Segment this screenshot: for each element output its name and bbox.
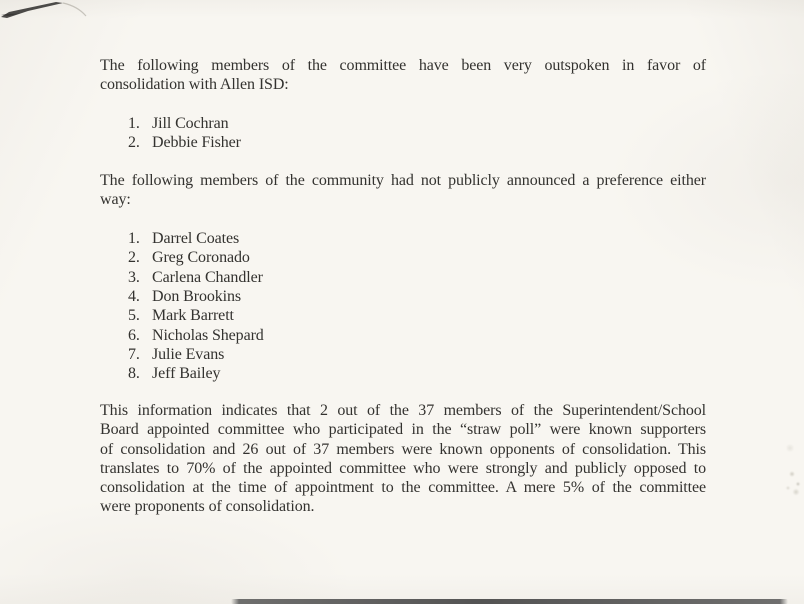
list-item: Greg Coronado [152,249,250,267]
list-item: Darrel Coates [152,230,240,247]
scan-smudge-right-edge [776,438,804,500]
text-line: The following members of the committee have been very outspoken in favor of [100,57,706,74]
favor-list [100,114,706,153]
text-line: way: [100,191,131,209]
list-item: Debbie Fisher [152,134,241,152]
list-item: Jeff Bailey [152,365,221,383]
text-line: Board appointed committee who participated in the “straw poll” were known supporters [100,421,706,439]
text-line: consolidation at the time of appointment to the committee. A mere 5% of the committee [100,479,706,497]
list-item: Don Brookins [152,288,242,306]
paragraph-summary [100,401,706,517]
text-line: were proponents of consolidation. [100,498,315,516]
list-item: Nicholas Shepard [152,326,264,344]
text-line: The following members of the community had not publicly announced a preference either [100,172,706,189]
paragraph-favor-intro [100,56,706,95]
scan-edge-bottom-bar [231,599,788,604]
undecided-list-container [100,229,706,384]
text-line: of consolidation and 26 out of 37 members were known opponents of consolidation. This [100,440,706,458]
list-item: Jill Cochran [152,115,229,132]
paragraph-undecided-intro [100,171,706,210]
text-line: This information indicates that 2 out of the 37 members of the Superintendent/School [100,402,706,419]
undecided-list [100,229,706,384]
list-item: Carlena Chandler [152,268,263,286]
text-line: translates to 70% of the appointed committee who were strongly and publicly opposed to [100,459,706,477]
list-item: Mark Barrett [152,307,234,325]
list-item: Julie Evans [152,346,225,364]
pen-mark-top-left [0,0,92,30]
text-line: consolidation with Allen ISD: [100,76,289,94]
favor-list-container [100,114,706,153]
